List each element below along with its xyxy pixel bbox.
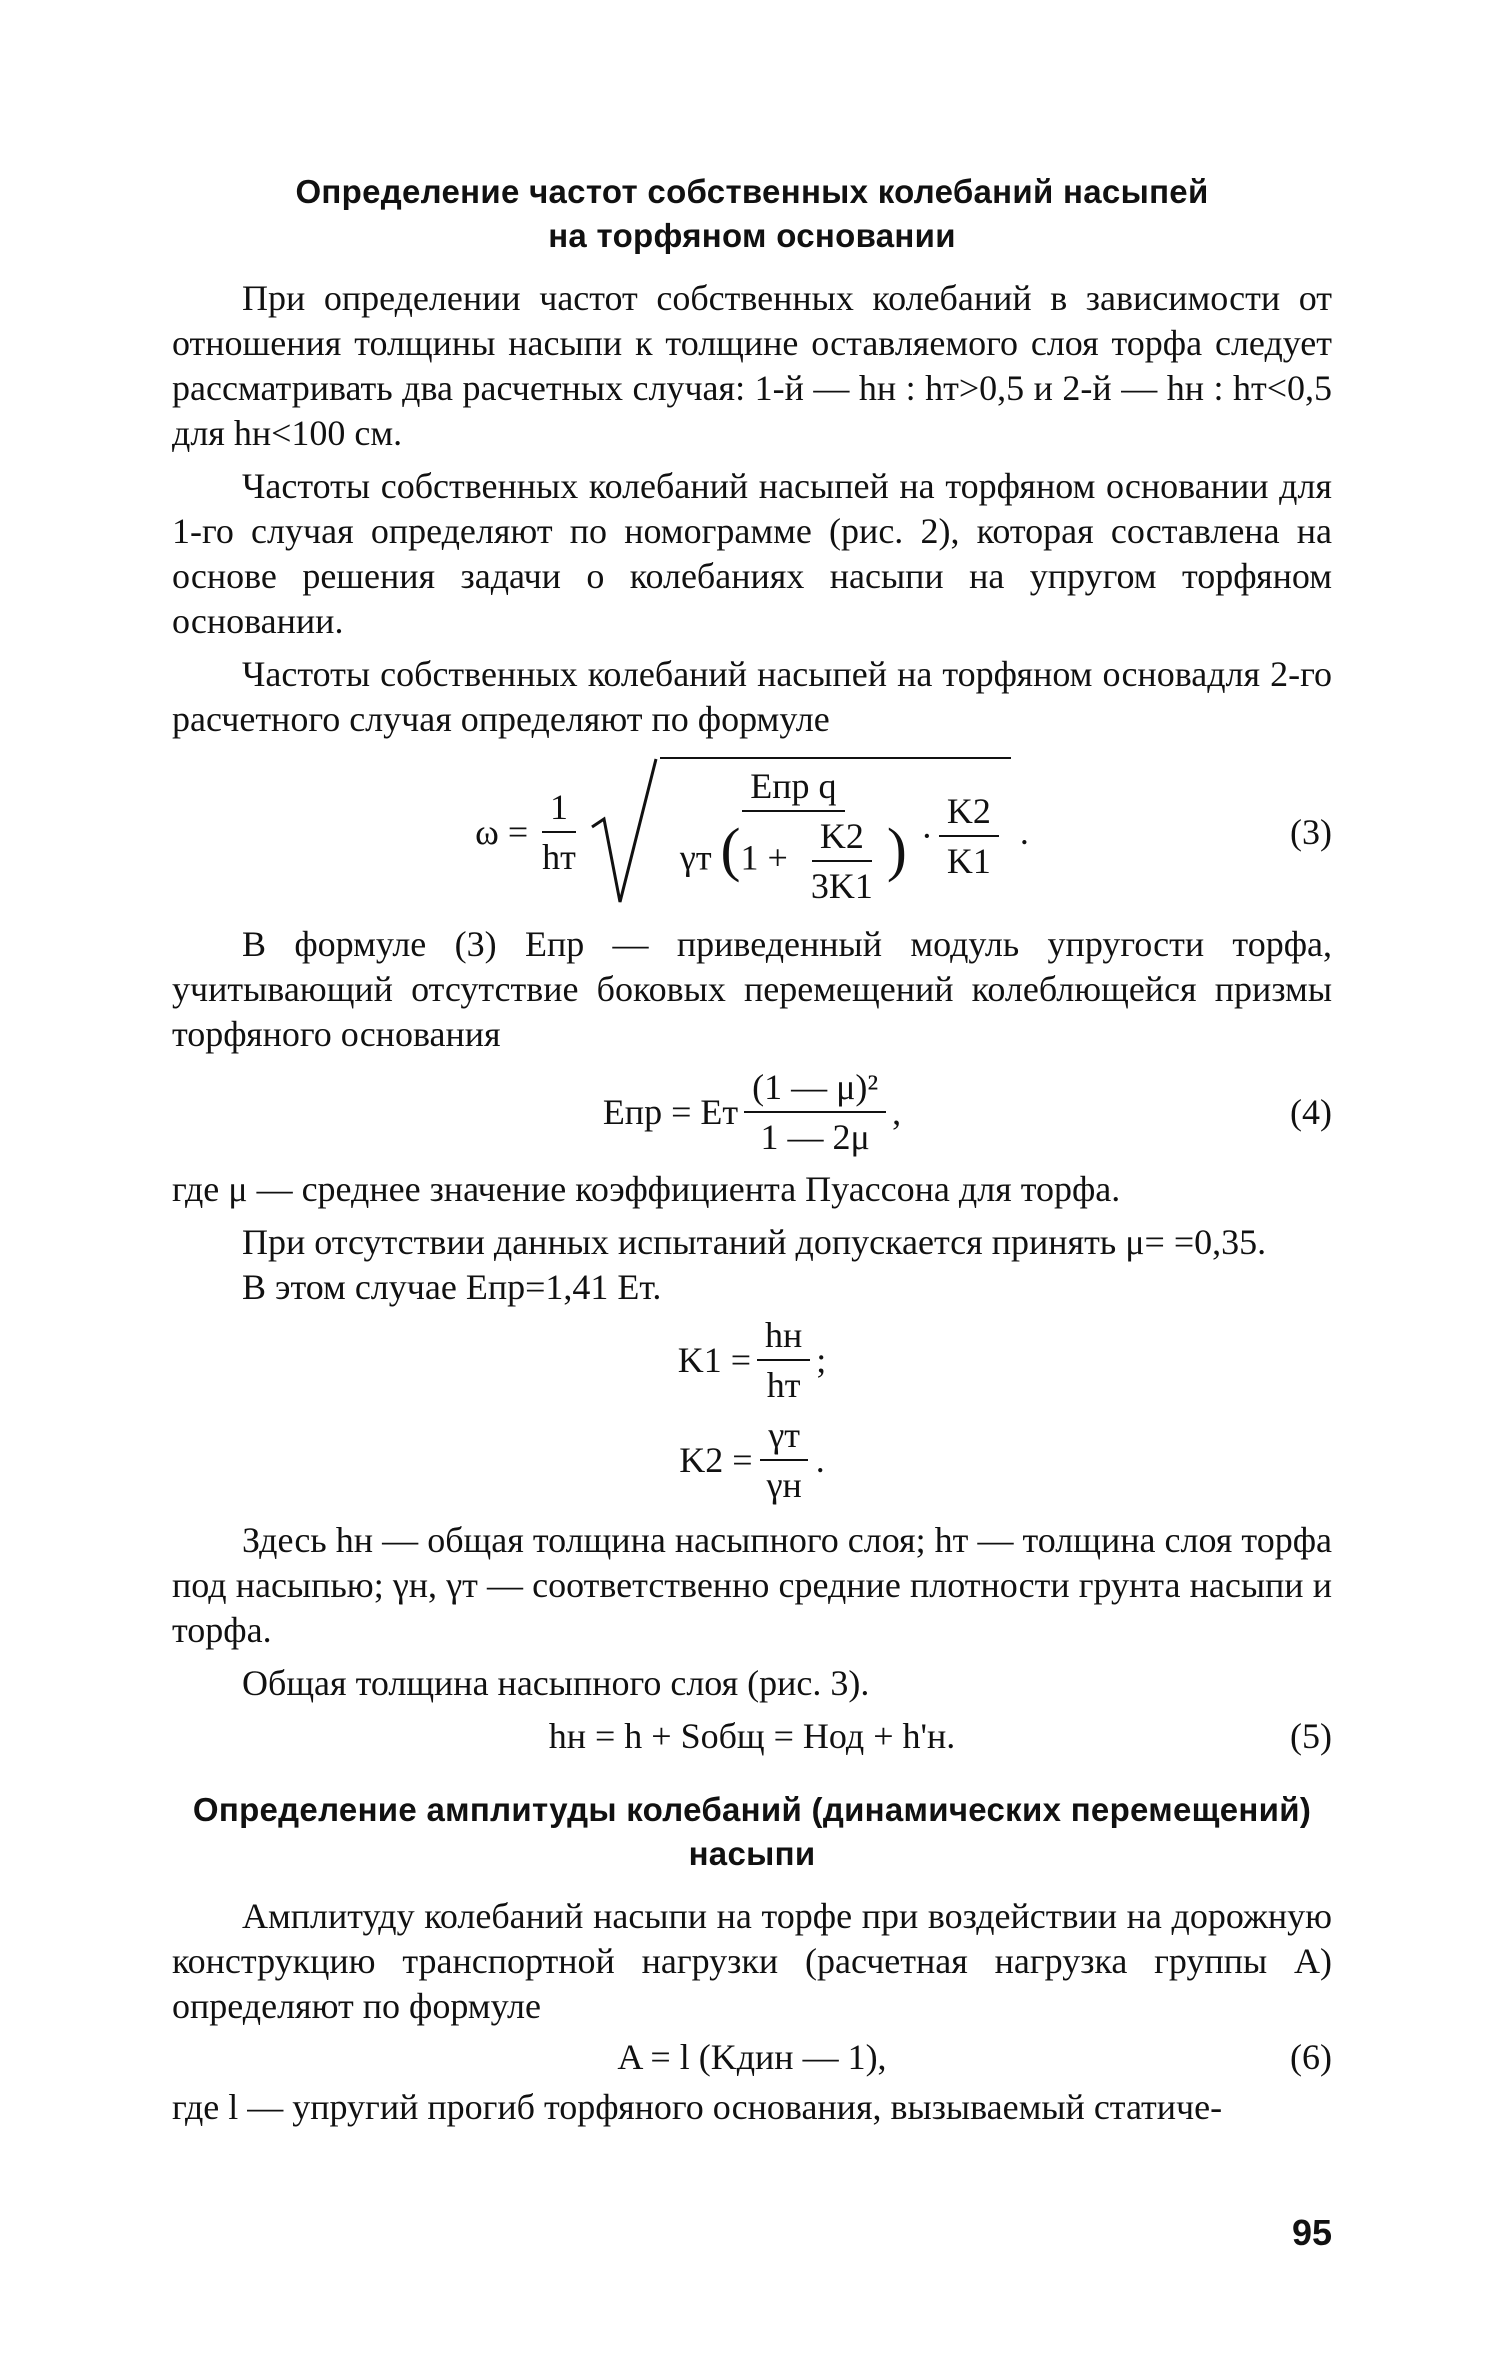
eq3-lhs: ω = <box>475 812 529 852</box>
paragraph-case-one: Частоты собственных колебаний насыпей на торфяном основании для 1-го случая определяют по номограмме (рис. 2), которая составлена на основе решения задачи о колебаниях насыпи на упругом торфяном основании. <box>172 466 1332 641</box>
eq3-numerator: Eпр q <box>742 766 844 812</box>
paragraph-poisson: где μ — среднее значение коэффициента Пуассона для торфа. <box>172 1169 1121 1209</box>
equation-k1 <box>172 1310 1332 1410</box>
eq3-ratio-k2: K2 <box>939 791 999 837</box>
equation-number-6: (6) <box>1290 2037 1332 2077</box>
paragraph-default-mu: При отсутствии данных испытаний допускается принять μ= =0,35. <box>242 1222 1267 1262</box>
page-number: 95 <box>1291 2212 1332 2253</box>
k2-denominator: γн <box>766 1465 802 1505</box>
eq3-gamma: γт <box>679 837 712 878</box>
equation-number-3: (3) <box>1290 812 1332 852</box>
k1-denominator: hт <box>766 1365 801 1405</box>
paragraph-reduced-modulus: В формуле (3) Eпр — приведенный модуль упругости торфа, учитывающий отсутствие боковых перемещений колеблющейся призмы торфяного основания <box>172 924 1332 1054</box>
equation-number-5: (5) <box>1290 1716 1332 1756</box>
heading2-line-2: насыпи <box>688 1835 816 1872</box>
equation-3: ω = $\frac{1}{hт}$ Eпр q γт (1 + $\frac{K2}{3K1}$ ) · $\frac{K2}{K1}$ . (3) <box>172 742 1332 922</box>
section-heading-amplitude <box>172 1788 1332 1876</box>
eq3-inner-fraction <box>803 816 881 906</box>
k2-tail: . <box>815 1440 825 1480</box>
eq3-fraction-one-over-ht <box>534 787 584 877</box>
heading2-line-1: Определение амплитуды колебаний (динамических перемещений) <box>192 1791 1312 1828</box>
paragraph-case-two: Частоты собственных колебаний насыпей на торфяном основадля 2-го расчетного случая определяют по формуле <box>172 654 1332 739</box>
equation-4 <box>172 1057 1332 1167</box>
k2-fraction <box>759 1415 810 1505</box>
eq3-ratio-k1: K1 <box>946 841 991 881</box>
k1-fraction <box>757 1315 810 1405</box>
radical-sign-icon <box>590 757 660 907</box>
eq4-fraction <box>744 1067 886 1157</box>
eq3-radicand: Eпр q γт (1 + $\frac{K2}{3K1}$ ) · $\frac{K2}{K1}$ <box>660 757 1011 907</box>
eq3-denominator: γт (1 + $\frac{K2}{3K1}$ ) <box>679 816 907 906</box>
equation-6 <box>172 2029 1332 2085</box>
eq4-lhs: Eпр = Eт <box>602 1092 739 1132</box>
eq3-ht: hт <box>542 837 576 877</box>
equation-number-4: (4) <box>1290 1092 1332 1132</box>
paragraph-two-cases: При определении частот собственных колебаний в зависимости от отношения толщины насыпи к толщине оставляемого слоя торфа следует рассматривать два расчетных случая: 1-й — hн : hт>0,5 и 2-й — hн : hт<0,5 для hн<100 см. <box>172 278 1332 453</box>
paragraph-epr-value: В этом случае Eпр=1,41 Eт. <box>242 1267 662 1307</box>
eq4-numerator: (1 — μ)² <box>744 1067 886 1113</box>
k2-lhs: K2 = <box>679 1440 753 1480</box>
eq6-text: A = l (Kдин — 1), <box>617 2037 887 2077</box>
k1-lhs: K1 = <box>677 1340 752 1380</box>
eq4-tail: , <box>892 1092 902 1132</box>
k1-numerator: hн <box>757 1315 810 1361</box>
eq3-inner-3k1: 3K1 <box>810 866 873 906</box>
k1-tail: ; <box>816 1340 827 1380</box>
paragraph-total-thickness: Общая толщина насыпного слоя (рис. 3). <box>242 1663 870 1703</box>
eq3-ratio-k2-k1 <box>939 791 999 881</box>
eq3-square-root <box>590 757 1011 907</box>
eq4-denominator: 1 — 2μ <box>760 1117 870 1157</box>
eq3-main-fraction <box>672 766 915 906</box>
equation-5 <box>172 1706 1332 1766</box>
paragraph-amplitude: Амплитуду колебаний насыпи на торфе при воздействии на дорожную конструкцию транспортной нагрузки (расчетная нагрузка группы А) определяют по формуле <box>172 1896 1332 2026</box>
page-content <box>172 170 1332 2130</box>
eq3-inner-k2: K2 <box>812 816 872 862</box>
k2-numerator: γт <box>760 1415 808 1461</box>
section-heading-frequencies <box>172 170 1332 258</box>
equation-k2 <box>172 1410 1332 1510</box>
heading-line-1: Определение частот собственных колебаний насыпей <box>295 173 1209 210</box>
eq3-one: 1 <box>542 787 576 833</box>
paragraph-definitions: Здесь hн — общая толщина насыпного слоя; hт — толщина слоя торфа под насыпью; γн, γт — соответственно средние плотности грунта насыпи и торфа. <box>172 1520 1332 1650</box>
eq5-text: hн = h + Sобщ = Hод + h'н. <box>548 1716 956 1756</box>
heading-line-2: на торфяном основании <box>548 217 956 254</box>
paragraph-elastic-deflection: где l — упругий прогиб торфяного основания, вызываемый статиче- <box>172 2087 1223 2127</box>
